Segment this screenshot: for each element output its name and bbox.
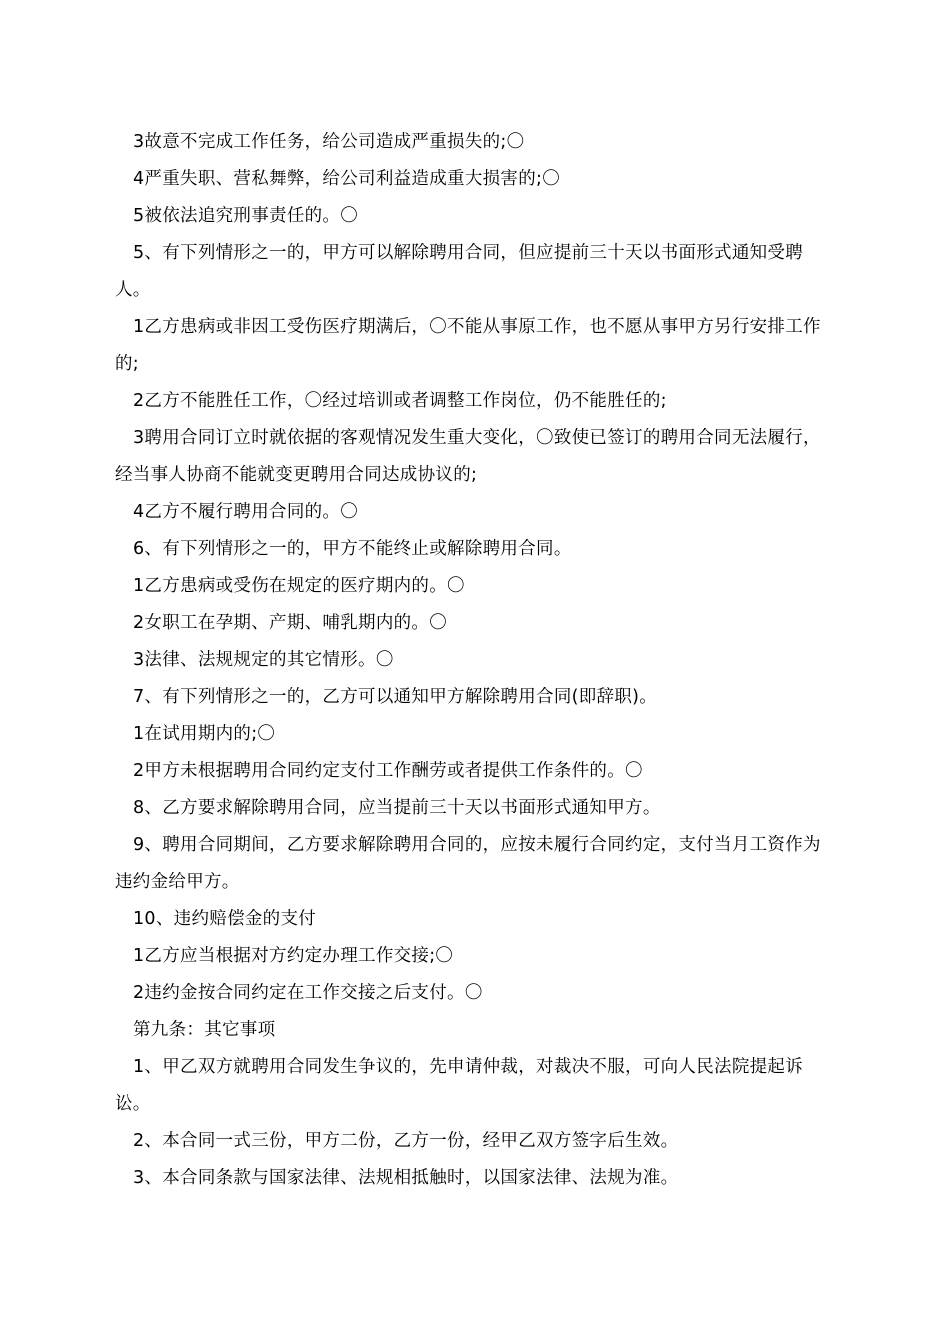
clause-heading: 5、有下列情形之一的，甲方可以解除聘用合同，但应提前三十天以书面形式通知受聘人。 xyxy=(115,243,804,300)
clause-heading: 2、本合同一式三份，甲方二份，乙方一份，经甲乙双方签字后生效。 xyxy=(133,1131,679,1151)
document-body xyxy=(115,124,837,1197)
clause-item: 2女职工在孕期、产期、哺乳期内的。〇 xyxy=(133,613,448,633)
clause-item: 2乙方不能胜任工作，〇经过培训或者调整工作岗位，仍不能胜任的; xyxy=(133,391,667,411)
clause-item: 2违约金按合同约定在工作交接之后支付。〇 xyxy=(133,983,483,1003)
clause-item: 3故意不完成工作任务，给公司造成严重损失的;〇 xyxy=(133,132,525,152)
clause-item: 1乙方患病或受伤在规定的医疗期内的。〇 xyxy=(133,576,465,596)
clause-item: 1乙方应当根据对方约定办理工作交接;〇 xyxy=(133,946,454,966)
clause-item: 4严重失职、营私舞弊，给公司利益造成重大损害的;〇 xyxy=(133,169,561,189)
clause-item: 3法律、法规规定的其它情形。〇 xyxy=(133,650,394,670)
clause-heading: 6、有下列情形之一的，甲方不能终止或解除聘用合同。 xyxy=(133,539,572,559)
clause-heading: 3、本合同条款与国家法律、法规相抵触时，以国家法律、法规为准。 xyxy=(133,1168,679,1188)
clause-heading: 1、甲乙双方就聘用合同发生争议的，先申请仲裁，对裁决不服，可向人民法院提起诉讼。 xyxy=(115,1057,804,1114)
article-heading: 第九条：其它事项 xyxy=(133,1020,276,1040)
clause-item: 1在试用期内的;〇 xyxy=(133,724,276,744)
clause-item: 3聘用合同订立时就依据的客观情况发生重大变化，〇致使已签订的聘用合同无法履行，经当事人协商不能就变更聘用合同达成协议的; xyxy=(115,428,821,485)
clause-item: 4乙方不履行聘用合同的。〇 xyxy=(133,502,359,522)
clause-heading: 9、聘用合同期间，乙方要求解除聘用合同的，应按未履行合同约定，支付当月工资作为违约金给甲方。 xyxy=(115,835,821,892)
clause-item: 2甲方未根据聘用合同约定支付工作酬劳或者提供工作条件的。〇 xyxy=(133,761,643,781)
clause-heading: 7、有下列情形之一的，乙方可以通知甲方解除聘用合同(即辞职)。 xyxy=(133,687,658,707)
clause-item: 5被依法追究刑事责任的。〇 xyxy=(133,206,359,226)
clause-heading: 10、违约赔偿金的支付 xyxy=(133,909,317,929)
clause-heading: 8、乙方要求解除聘用合同，应当提前三十天以书面形式通知甲方。 xyxy=(133,798,661,818)
clause-item: 1乙方患病或非因工受伤医疗期满后，〇不能从事原工作，也不愿从事甲方另行安排工作的; xyxy=(115,317,821,374)
